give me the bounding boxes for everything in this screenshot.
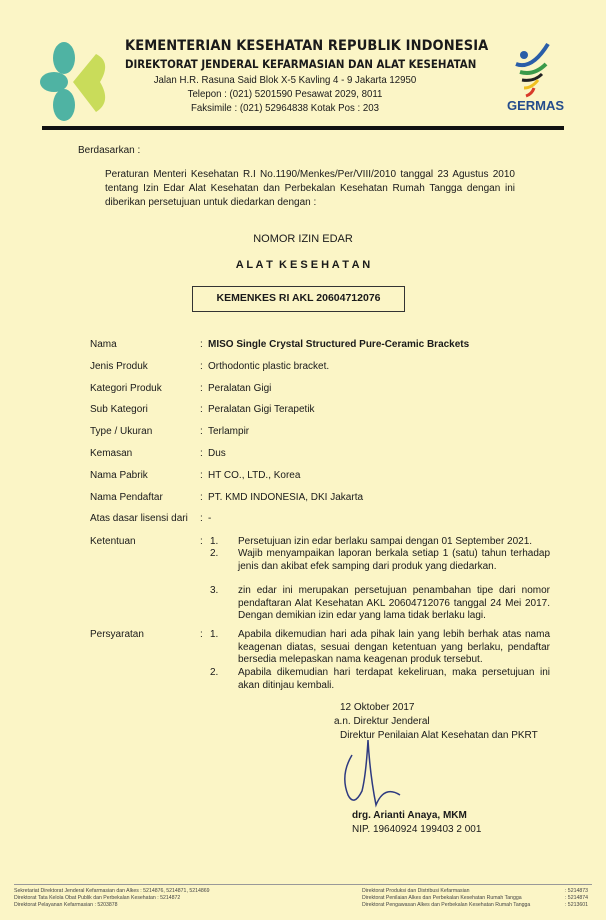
persyaratan-label: Persyaratan bbox=[90, 629, 144, 640]
field-value: Orthodontic plastic bracket. bbox=[208, 360, 330, 372]
colon: : bbox=[200, 513, 203, 525]
field-label: Sub Kategori bbox=[90, 404, 148, 416]
field-label: Kemasan bbox=[90, 448, 133, 459]
colon: : bbox=[200, 404, 203, 416]
field-value: Peralatan Gigi bbox=[208, 382, 272, 394]
footer-line: Sekretariat Direktorat Jenderal Kefarmasian dan Alkes : 5214876, 5214871, 5214869 bbox=[14, 888, 210, 894]
colon: : bbox=[200, 360, 203, 372]
field-label: Atas dasar lisensi dari bbox=[90, 513, 188, 525]
colon: : bbox=[200, 469, 203, 481]
colon: : bbox=[200, 491, 203, 503]
footer-right bbox=[362, 888, 588, 909]
footer-line: Direktorat Pelayanan Kefarmasian : 5203878 bbox=[14, 902, 118, 908]
field-value: MISO Single Crystal Structured Pure-Ceramic Brackets bbox=[208, 339, 470, 350]
berdasarkan-label: Berdasarkan : bbox=[78, 145, 141, 156]
colon: : bbox=[200, 382, 203, 394]
field-label: Jenis Produk bbox=[90, 360, 148, 372]
permit-heading: NOMOR IZIN EDAR bbox=[253, 233, 353, 245]
persyaratan-section bbox=[90, 629, 590, 709]
item-number: 1. bbox=[210, 629, 219, 640]
handwritten-signature bbox=[340, 735, 430, 815]
field-label: Nama Pabrik bbox=[90, 469, 148, 481]
footer-line: Direktorat Produksi dan Distribusi Kefarmasian bbox=[362, 888, 470, 894]
field-value: PT. KMD INDONESIA, DKI Jakarta bbox=[208, 491, 364, 503]
germas-text: GERMAS bbox=[507, 98, 565, 113]
colon: : bbox=[200, 536, 203, 547]
footer-number: : 5214873 bbox=[564, 888, 588, 894]
field-value: Dus bbox=[208, 448, 226, 459]
header-rule bbox=[42, 126, 564, 130]
colon: : bbox=[200, 629, 203, 640]
phone: Telepon : (021) 5201590 Pesawat 2029, 8011 bbox=[187, 88, 383, 100]
field-value: Terlampir bbox=[208, 426, 250, 438]
address: Jalan H.R. Rasuna Said Blok X-5 Kavling 4 - 9 Jakarta 12950 bbox=[153, 74, 417, 86]
footer-number: : 5214874 bbox=[564, 895, 588, 901]
item-number: 2. bbox=[210, 667, 219, 678]
signature-date: 12 Oktober 2017 bbox=[340, 702, 415, 713]
field-value: - bbox=[208, 513, 212, 525]
item-text: Wajib menyampaikan laporan berkala setiap 1 (satu) tahun terhadap jenis dan akibat efek samping dari produk yang diedarkan. bbox=[238, 548, 550, 572]
fax: Faksimile : (021) 52964838 Kotak Pos : 203 bbox=[191, 102, 379, 114]
footer-left bbox=[14, 888, 210, 909]
footer-number: : 5213601 bbox=[564, 902, 588, 908]
field-label: Nama bbox=[90, 339, 117, 350]
colon: : bbox=[200, 448, 203, 459]
footer-line: Direktorat Tata Kelola Obat Publik dan Perbekalan Kesehatan : 5214872 bbox=[14, 895, 181, 901]
item-text: Apabila dikemudian hari ada pihak lain yang lebih berhak atas nama keagenan diatas, sesuai dengan ketentuan yang berlaku, pendaftar bersedia melepaskan nama keagenan produk tersebut. bbox=[238, 629, 550, 665]
field-label: Kategori Produk bbox=[90, 382, 162, 394]
item-number: 2. bbox=[210, 548, 219, 559]
footer-rule bbox=[14, 884, 592, 885]
field-label: Nama Pendaftar bbox=[90, 491, 163, 503]
device-heading: A L A T K E S E H A T A N bbox=[235, 259, 371, 271]
directorate-name: DIREKTORAT JENDERAL KEFARMASIAN DAN ALAT KESEHATAN bbox=[125, 57, 477, 71]
field-value: Peralatan Gigi Terapetik bbox=[208, 404, 315, 416]
colon: : bbox=[200, 339, 203, 350]
item-text: Apabila dikemudian hari terdapat kekeliruan, maka persetujuan ini akan ditinjau kembali. bbox=[238, 667, 550, 691]
item-text: zin edar ini merupakan persetujuan penambahan tipe dari nomor pendaftaran Alat Kesehatan AKL 20604712076 tanggal 24 Mei 2017. Dengan demikian izin edar yang lama tidak berlaku lagi. bbox=[238, 585, 550, 621]
signature-position: Direktur Penilaian Alat Kesehatan dan PKRT bbox=[340, 730, 538, 741]
item-text: Persetujuan izin edar berlaku sampai dengan 01 September 2021. bbox=[238, 536, 533, 547]
kemenkes-logo bbox=[38, 40, 118, 125]
permit-number: KEMENKES RI AKL 20604712076 bbox=[192, 286, 405, 312]
signatory-nip: NIP. 19640924 199403 2 001 bbox=[352, 824, 482, 835]
signatory-name: drg. Arianti Anaya, MKM bbox=[352, 810, 467, 821]
colon: : bbox=[200, 426, 203, 438]
footer-line: Direktorat Pengawasan Alkes dan Perbekalan Kesehatan Rumah Tangga bbox=[362, 902, 531, 908]
footer-line: Direktorat Penilaian Alkes dan Perbekalan Kesehatan Rumah Tangga bbox=[362, 895, 522, 901]
ketentuan-label: Ketentuan bbox=[90, 536, 136, 547]
item-number: 3. bbox=[210, 585, 219, 596]
ministry-name: KEMENTERIAN KESEHATAN REPUBLIK INDONESIA bbox=[125, 38, 489, 54]
signature-on-behalf: a.n. Direktur Jenderal bbox=[334, 716, 430, 727]
field-value: HT CO., LTD., Korea bbox=[208, 469, 301, 481]
item-number: 1. bbox=[210, 536, 219, 547]
legal-basis-paragraph: Peraturan Menteri Kesehatan R.I No.1190/Menkes/Per/VIII/2010 tanggal 23 Agustus 2010 tentang Izin Edar Alat Kesehatan dan Perbekalan Kesehatan Rumah Tangga dengan ini diberikan persetujuan untuk diedarkan dengan : bbox=[105, 169, 515, 208]
field-label: Type / Ukuran bbox=[90, 426, 153, 438]
